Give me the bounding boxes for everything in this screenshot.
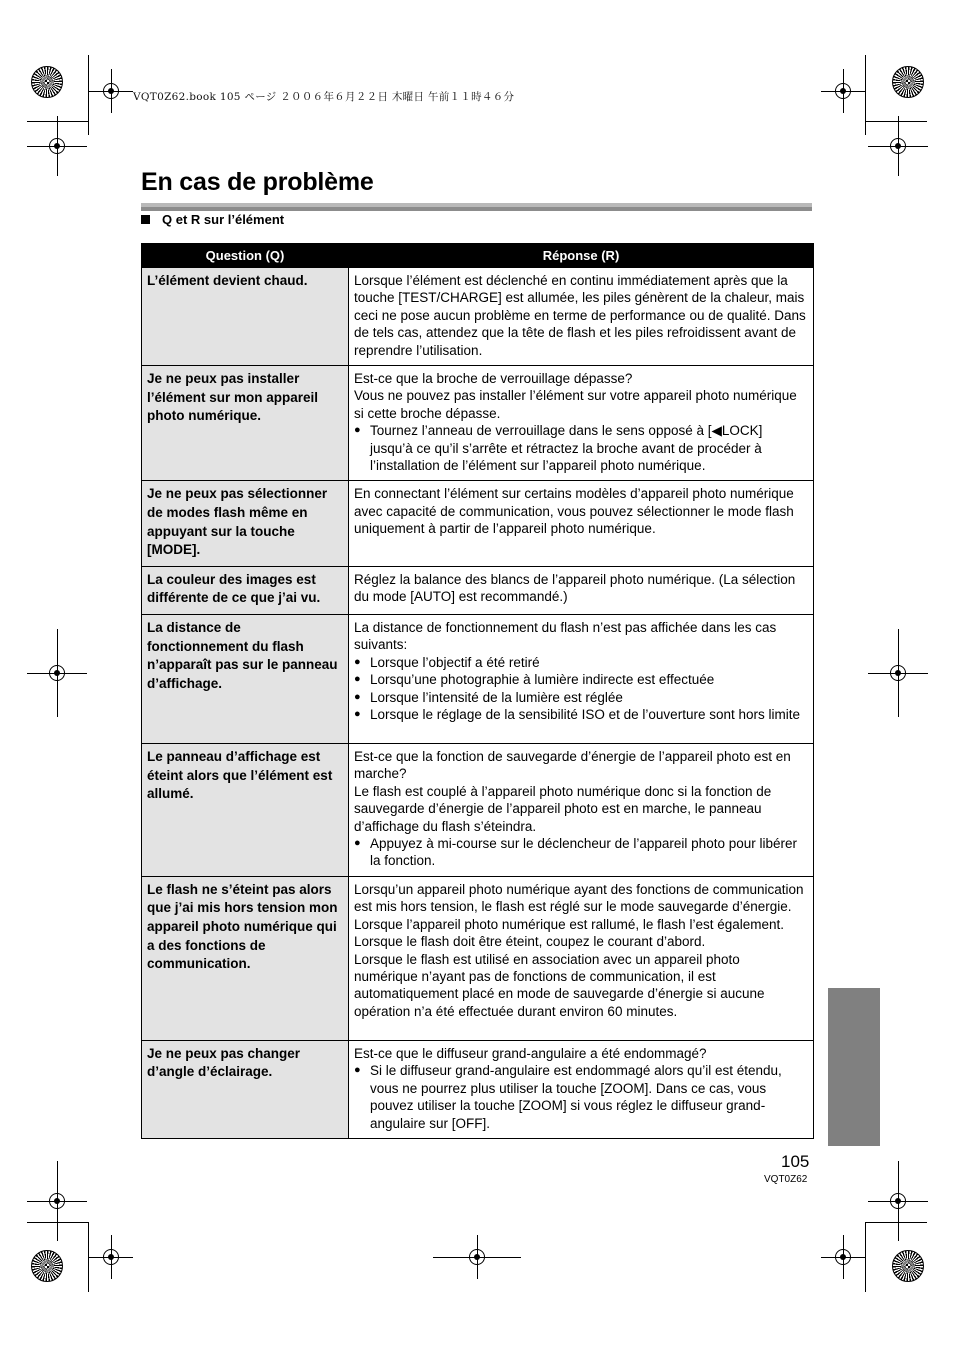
bullet-dot-icon: ● bbox=[354, 690, 361, 703]
column-header-answer: Réponse (R) bbox=[349, 244, 814, 268]
answer-text: Est-ce que le diffuseur grand-angulaire a été endommagé? bbox=[354, 1045, 707, 1061]
table-header-row bbox=[142, 244, 814, 268]
bullet-item bbox=[354, 671, 807, 688]
square-bullet-icon bbox=[141, 215, 150, 224]
bullet-text: Si le diffuseur grand-angulaire est endommagé alors qu’il est étendu, vous ne pourrez plus utiliser la touche [ZOOM]. Dans ce cas, vous pouvez utiliser la touche [ZOOM] si vous réglez le diffuseur grand-angulaire sur [OFF]. bbox=[370, 1063, 782, 1131]
answer-cell bbox=[349, 744, 814, 877]
table-row bbox=[142, 1040, 814, 1138]
bullet-text: Lorsqu’une photographie à lumière indirecte est effectuée bbox=[370, 672, 715, 688]
table-row bbox=[142, 876, 814, 1040]
bullet-item bbox=[354, 422, 807, 474]
question-cell: La distance de fonctionnement du flash n’apparaît pas sur le panneau d’affichage. bbox=[142, 615, 349, 744]
column-header-question: Question (Q) bbox=[142, 244, 349, 268]
answer-text: Lorsqu’un appareil photo numérique ayant des fonctions de communication est mis hors tension, le flash est réglé sur le mode sauvegarde d’énergie. Lorsque l’appareil photo numérique est rallumé, le flash l’est également. bbox=[354, 881, 804, 932]
qa-table bbox=[141, 243, 814, 1139]
title-rule bbox=[141, 207, 812, 211]
bullet-text: Lorsque l’intensité de la lumière est réglée bbox=[370, 689, 623, 705]
answer-cell bbox=[349, 268, 814, 366]
answer-cell bbox=[349, 876, 814, 1040]
document-code: VQT0Z62 bbox=[764, 1174, 808, 1185]
qa-table-body bbox=[142, 268, 814, 1139]
answer-cell bbox=[349, 366, 814, 481]
answer-text: Le flash est couplé à l’appareil photo numérique donc si la fonction de sauvegarde d’énergie de l’appareil photo est en marche, le panneau d’affichage du flash s’éteindra. bbox=[354, 783, 772, 834]
registration-star-icon bbox=[892, 66, 924, 98]
section-heading bbox=[141, 212, 284, 227]
answer-cell bbox=[349, 481, 814, 566]
bullet-text: Lorsque l’objectif a été retiré bbox=[370, 654, 540, 670]
bullet-dot-icon: ● bbox=[354, 708, 361, 721]
bullet-dot-icon: ● bbox=[354, 837, 361, 850]
bullet-item bbox=[354, 1062, 807, 1132]
answer-cell bbox=[349, 615, 814, 744]
answer-cell bbox=[349, 1040, 814, 1138]
question-cell: Le flash ne s’éteint pas alors que j’ai mis hors tension mon appareil photo numérique qui a des fonctions de communication. bbox=[142, 876, 349, 1040]
answer-text: Lorsque le flash est utilisé en association avec un appareil photo numérique n’ayant pas de fonctions de communication, il est automatiquement placé en mode de sauvegarde d’énergie si aucune opération n’a été effectuée durant environ 60 minutes. bbox=[354, 951, 765, 1019]
table-row bbox=[142, 481, 814, 566]
bullet-dot-icon: ● bbox=[354, 1064, 361, 1077]
registration-star-icon bbox=[892, 1250, 924, 1282]
bullet-text: Tournez l’anneau de verrouillage dans le sens opposé à [◀LOCK] jusqu’à ce qu’il s’arrête et rétractez la broche avant de procéder à l’installation de l’élément sur l’appareil photo numérique. bbox=[370, 423, 763, 474]
registration-star-icon bbox=[31, 1250, 63, 1282]
book-header-line: VQT0Z62.book 105 ページ ２００６年６月２２日 木曜日 午前１１時４６分 bbox=[133, 91, 515, 103]
answer-text: En connectant l’élément sur certains modèles d’appareil photo numérique avec capacité de communication, vous pouvez sélectionner le mode flash uniquement à partir de l’appareil photo numérique. bbox=[354, 486, 794, 537]
question-cell: La couleur des images est différente de ce que j’ai vu. bbox=[142, 566, 349, 614]
question-cell: Le panneau d’affichage est éteint alors que l’élément est allumé. bbox=[142, 744, 349, 877]
question-cell: Je ne peux pas changer d’angle d’éclairage. bbox=[142, 1040, 349, 1138]
bullet-dot-icon: ● bbox=[354, 424, 361, 437]
question-cell: Je ne peux pas sélectionner de modes flash même en appuyant sur la touche [MODE]. bbox=[142, 481, 349, 566]
question-cell: L’élément devient chaud. bbox=[142, 268, 349, 366]
bullet-item bbox=[354, 835, 807, 870]
answer-text: Est-ce que la fonction de sauvegarde d’énergie de l’appareil photo est en marche? bbox=[354, 749, 791, 782]
question-cell: Je ne peux pas installer l’élément sur mon appareil photo numérique. bbox=[142, 366, 349, 481]
registration-star-icon bbox=[31, 66, 63, 98]
answer-text: Réglez la balance des blancs de l’appareil photo numérique. (La sélection du mode [AUTO] est recommandé.) bbox=[354, 571, 796, 605]
answer-text: Est-ce que la broche de verrouillage dépasse? bbox=[354, 371, 633, 387]
answer-text: Lorsque le flash doit être éteint, coupez le courant d’abord. bbox=[354, 934, 706, 950]
table-row bbox=[142, 615, 814, 744]
answer-text: Vous ne pouvez pas installer l’élément sur votre appareil photo numérique si cette broche dépasse. bbox=[354, 388, 797, 421]
answer-text: Lorsque l’élément est déclenché en continu immédiatement après que la touche [TEST/CHARGE] est allumée, les piles génèrent de la chaleur, mais ceci ne pose aucun problème en terme de performance ou de qualité. Dans de tels cas, attendez que la tête de flash et les piles refroidissent avant de reprendre l’utilisation. bbox=[354, 273, 806, 358]
table-row bbox=[142, 566, 814, 614]
page-title: En cas de problème bbox=[141, 168, 374, 196]
bullet-item bbox=[354, 706, 807, 723]
table-row bbox=[142, 744, 814, 877]
section-side-tab bbox=[828, 988, 880, 1146]
table-row bbox=[142, 366, 814, 481]
bullet-item bbox=[354, 689, 807, 706]
answer-cell bbox=[349, 566, 814, 614]
page-number: 105 bbox=[781, 1152, 810, 1171]
bullet-text: Lorsque le réglage de la sensibilité ISO et de l’ouverture sont hors limite bbox=[370, 707, 800, 723]
answer-text: La distance de fonctionnement du flash n’est pas affichée dans les cas suivants: bbox=[354, 620, 777, 653]
bullet-text: Appuyez à mi-course sur le déclencheur de l’appareil photo pour libérer la fonction. bbox=[370, 836, 797, 869]
bullet-dot-icon: ● bbox=[354, 655, 361, 668]
bullet-dot-icon: ● bbox=[354, 673, 361, 686]
section-heading-label: Q et R sur l’élément bbox=[162, 212, 285, 227]
table-row bbox=[142, 268, 814, 366]
bullet-item bbox=[354, 654, 807, 671]
